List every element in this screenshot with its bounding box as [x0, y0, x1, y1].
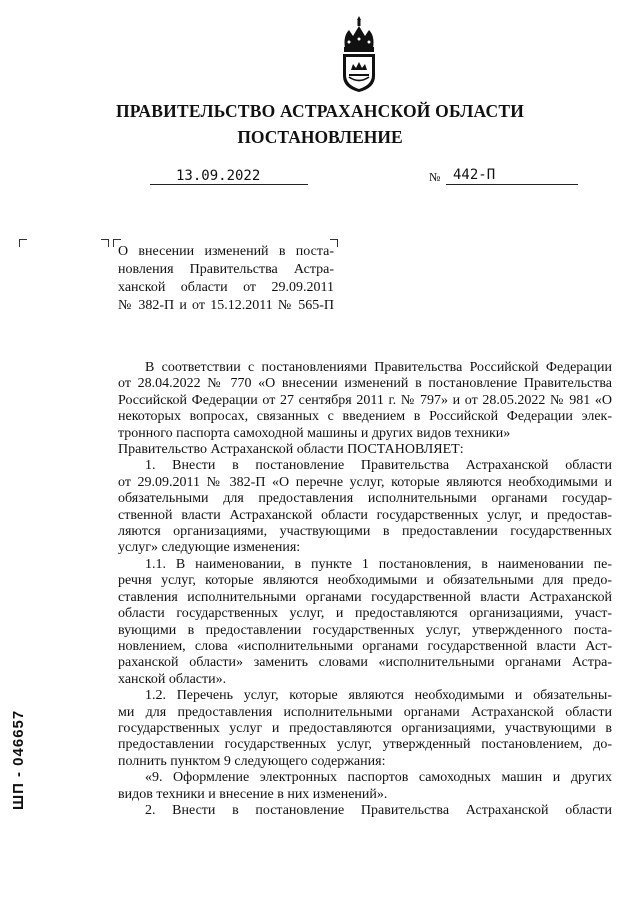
corner-mark — [19, 239, 27, 247]
serial-number-text: ШП - 046657 — [10, 709, 27, 810]
document-number: 442-П — [453, 167, 496, 183]
serial-number-stamp — [9, 709, 29, 810]
body-line: В соответствии с постановлениями Правительства Российской Федерации — [145, 360, 612, 375]
date-underline — [150, 184, 308, 185]
subject-line: ханской области от 29.09.2011 — [118, 280, 334, 295]
body-line: от 29.09.2011 № 382-П «О перечне услуг, которые являются необходимыми и — [118, 474, 612, 490]
body-line: государственных услуг и предоставляются организациями, участвующими в — [118, 720, 612, 736]
subject-line: О внесении изменений в поста- — [118, 244, 334, 259]
body-line: 1.2. Перечень услуг, которые являются необходимыми и обязательны- — [145, 688, 612, 704]
body-line: обязательными для предоставления исполнительными органами государ- — [118, 491, 612, 507]
body-line: раханской области» заменить словами «исполнительными органами Астра- — [118, 655, 612, 671]
body-line: ляются организациями, участвующими в предоставлении государственных — [118, 524, 612, 540]
body-line: 1. Внести в постановление Правительства Астраханской области — [145, 458, 612, 474]
document-type-title: ПОСТАНОВЛЕНИЕ — [237, 127, 403, 147]
body-line: области государственных услуг, и предоставляются организациями, участ- — [118, 606, 612, 622]
body-line: тронного паспорта самоходной машины и других видов техники» — [118, 425, 511, 441]
body-line: ставления исполнительными органами государственной власти Астраханской — [118, 589, 612, 605]
body-line: услуг» следующие изменения: — [118, 540, 301, 556]
body-line: Правительство Астраханской области ПОСТАНОВЛЯЕТ: — [118, 442, 464, 458]
body-line: некоторых вопросах, связанных с введением в Российской Федерации элек- — [118, 409, 612, 425]
body-line: новлением, слова «исполнительными органами государственной власти Аст- — [118, 638, 612, 654]
subject-line: № 382-П и от 15.12.2011 № 565-П — [118, 298, 334, 313]
number-label: № — [429, 170, 441, 184]
body-line: Российской Федерации от 27 сентября 2011 г. № 797» и от 28.05.2022 № 981 «О — [118, 392, 612, 408]
document-date: 13.09.2022 — [176, 168, 261, 184]
corner-mark — [101, 239, 109, 247]
body-line: ми для предоставления исполнительными органами Астраханской области — [118, 704, 612, 720]
body-line: полнить пунктом 9 следующего содержания: — [118, 753, 386, 769]
body-line: видов техники и внесение в них изменений». — [118, 786, 388, 802]
subject-line: новления Правительства Астра- — [118, 262, 334, 277]
body-line: вующими в предоставлении государственных услуг, утвержденного поста- — [118, 622, 612, 638]
body-line: от 28.04.2022 № 770 «О внесении изменений в постановление Правительства — [118, 376, 612, 392]
body-line: предоставлении государственных услуг, утвержденный постановлением, до- — [118, 737, 612, 753]
body-line: 2. Внести в постановление Правительства Астраханской области — [145, 802, 612, 818]
number-underline — [446, 184, 578, 185]
body-line: 1.1. В наименовании, в пункте 1 постановления, в наименовании пе- — [145, 556, 612, 572]
body-line: «9. Оформление электронных паспортов самоходных машин и других — [145, 770, 612, 786]
body-line: ственной власти Астраханской области государственных услуг, и предостав- — [118, 507, 612, 523]
body-line: ханской области». — [118, 671, 227, 687]
government-title: ПРАВИТЕЛЬСТВО АСТРАХАНСКОЙ ОБЛАСТИ — [115, 101, 525, 121]
body-line: речня услуг, которые являются необходимыми и обязательными для предо- — [118, 573, 612, 589]
coat-of-arms-emblem — [337, 14, 381, 94]
document-subject — [118, 243, 334, 315]
document-body — [118, 360, 612, 819]
